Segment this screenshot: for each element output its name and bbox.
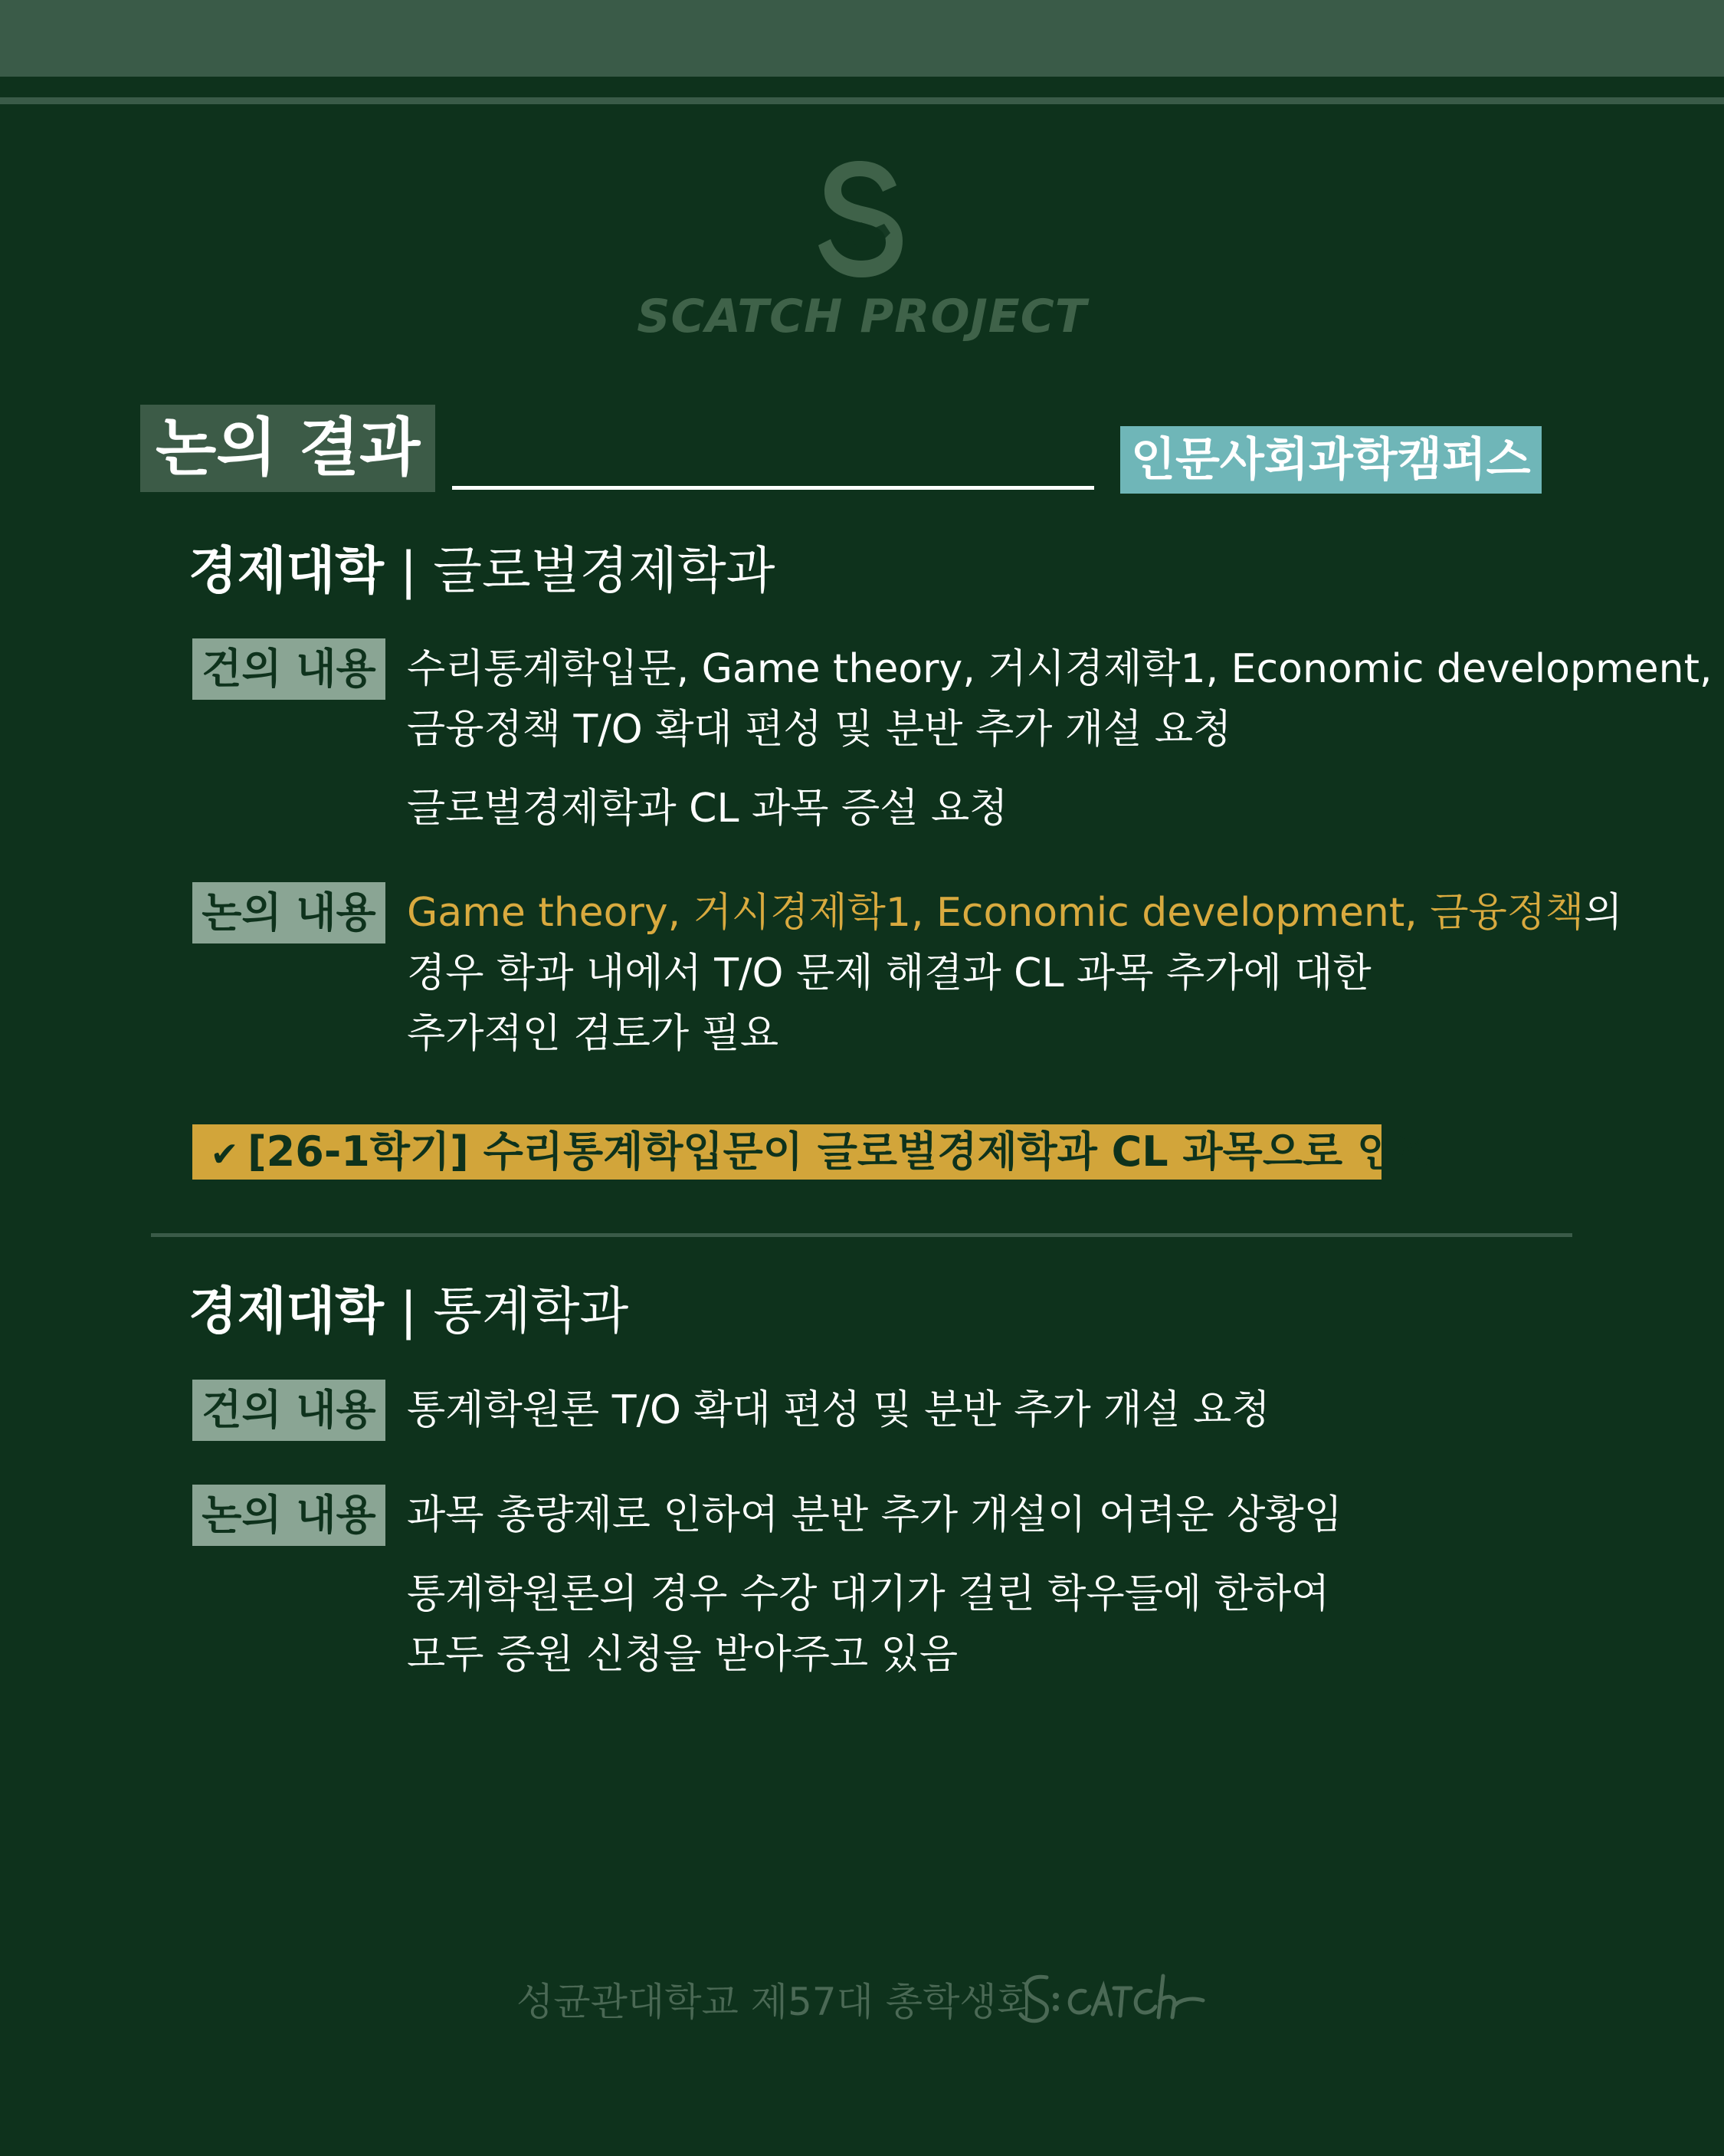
college-name: 경제대학 <box>188 541 385 600</box>
scatch-logo-icon <box>811 153 910 284</box>
footer-text: 성균관대학교 제57대 총학생회 <box>516 1980 1034 2024</box>
section-heading <box>188 537 775 605</box>
discussion-line: 모두 증원 신청을 받아주고 있음 <box>407 1632 959 1678</box>
discussion-line <box>407 883 1623 943</box>
discussion-tag: 논의 내용 <box>192 882 385 943</box>
title-underline <box>452 486 1094 490</box>
discussion-suffix: 의 <box>1584 890 1623 936</box>
page-title: 논의 결과 <box>140 405 435 492</box>
request-tag: 건의 내용 <box>192 1380 385 1441</box>
discussion-line: 통계학원론의 경우 수강 대기가 걸린 학우들에 한하여 <box>407 1571 1330 1617</box>
department-name: 글로벌경제학과 <box>433 541 775 600</box>
discussion-line: 과목 총량제로 인하여 분반 추가 개설이 어려운 상황임 <box>407 1492 1342 1538</box>
scatch-signature-logo <box>1016 1961 1208 2037</box>
result-text: [26-1학기] 수리통계학입문이 글로벌경제학과 CL 과목으로 인정 <box>247 1127 1437 1176</box>
section-divider <box>151 1233 1572 1237</box>
discussion-line: 추가적인 검토가 필요 <box>407 1011 779 1057</box>
request-line: 통계학원론 T/O 확대 편성 및 분반 추가 개설 요청 <box>407 1387 1270 1433</box>
top-banner <box>0 0 1724 77</box>
result-banner <box>192 1124 1437 1180</box>
campus-badge: 인문사회과학캠퍼스 <box>1120 426 1542 494</box>
request-line: 수리통계학입문, Game theory, 거시경제학1, Economic development, <box>407 646 1713 692</box>
request-tag: 건의 내용 <box>192 638 385 700</box>
discussion-tag: 논의 내용 <box>192 1485 385 1546</box>
discussion-highlight: Game theory, 거시경제학1, Economic development, 금융정책 <box>407 890 1585 936</box>
department-name: 통계학과 <box>433 1281 629 1341</box>
heading-separator: | <box>400 1281 418 1341</box>
college-name: 경제대학 <box>188 1281 385 1341</box>
request-line: 글로벌경제학과 CL 과목 증설 요청 <box>407 786 1008 832</box>
top-rule <box>0 97 1724 104</box>
discussion-line: 경우 학과 내에서 T/O 문제 해결과 CL 과목 추가에 대한 <box>407 950 1372 996</box>
logo-wordmark: SCATCH PROJECT <box>637 290 1087 343</box>
check-icon: ✔ <box>210 1135 239 1174</box>
heading-separator: | <box>400 541 418 600</box>
request-line: 금융정책 T/O 확대 편성 및 분반 추가 개설 요청 <box>407 707 1232 753</box>
section-heading <box>188 1277 628 1346</box>
